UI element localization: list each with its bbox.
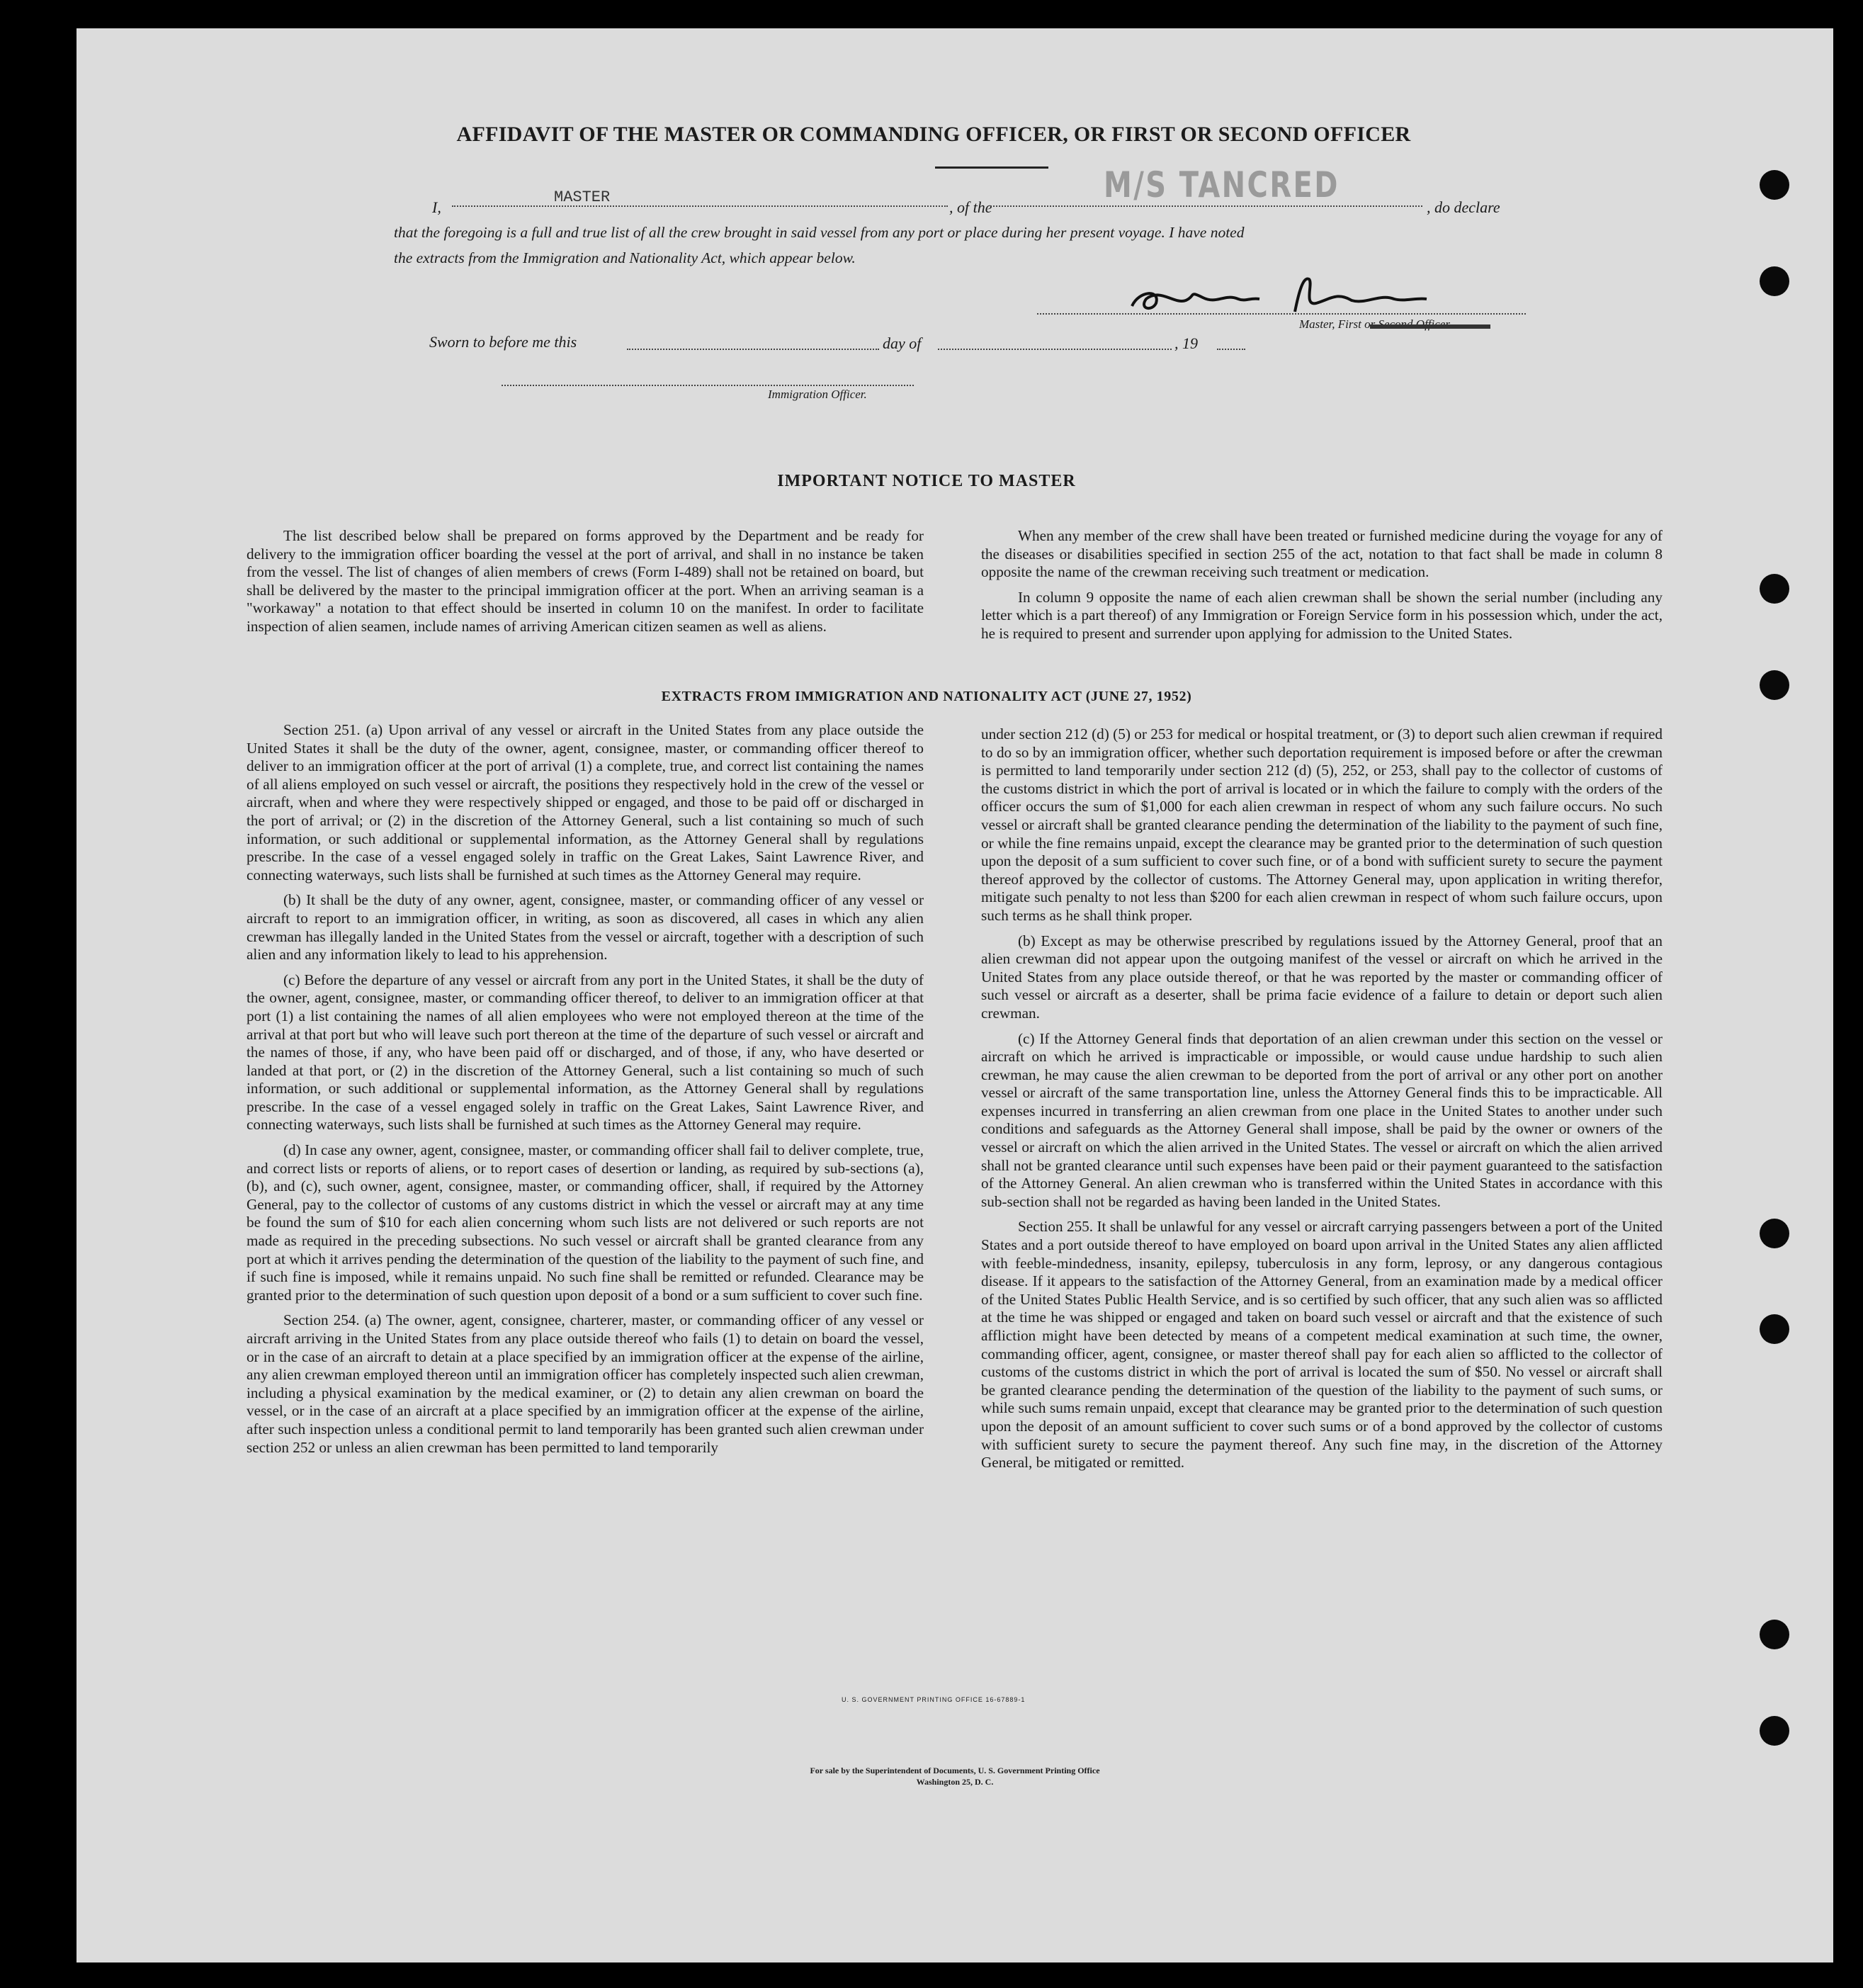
section-254c: (c) If the Attorney General finds that deportation of an alien crewman under this section on the vessel or aircraft on which he arrived is impracticable or impossible, or would cause undue hardship to such alien crewman, he may cause the alien crewman to be deported from the port of arrival or any other port on another vessel or aircraft of the same transportation line, unless the Attorney General finds this to be impracticable. All expenses incurred in transferring an alien crewman from one place in the United States to another under such conditions and safeguards as the Attorney General shall impose, shall be paid by the owner or owners of the vessel or aircraft on which the alien arrived in the United States. The vessel or aircraft on which the alien arrived shall not be granted clearance until such expenses have been paid or their payment guaranteed to the satisfaction of the Attorney General. An alien crewman who is transferred within the United States in accordance with this sub-section shall not be regarded as having been landed in the United States.: [981, 1029, 1663, 1210]
do-declare-label: , do declare: [1427, 198, 1500, 216]
binder-hole: [1760, 574, 1789, 604]
extracts-left-column: [247, 721, 924, 1464]
notice-left: [247, 527, 924, 643]
officer-blank: [502, 385, 914, 386]
declaration-i: I,: [432, 198, 441, 216]
section-254a-cont: under section 212 (d) (5) or 253 for medical or hospital treatment, or (3) to deport such alien crewman if required to do so by an immigration officer, whether such deportation requirement is imposed before or after the crewman is permitted to land temporarily under section 212 (d) (5), 252, or 253, shall pay to the collector of customs of the customs district in which the port of arrival is located or in which the failure to comply with the orders of the officer occurs the sum of $1,000 for each alien crewman in respect of whom any such failure occurs. No such vessel or aircraft shall be granted clearance pending the determination of the liability to the payment of such fine, or while the fine remains unpaid, except the clearance may be granted prior to the determination of such question upon the deposit of a sum sufficient to cover such fine, or of a bond with sufficient surety to secure the payment thereof approved by the collector of customs. The Attorney General may, upon application in writing therefor, mitigate such penalty to not less than $200 for each alien crewman in respect of whom such failure occurs, upon such terms as he shall think proper.: [981, 725, 1663, 924]
section-251a: Section 251. (a) Upon arrival of any vessel or aircraft in the United States from any place outside the United States it shall be the duty of the owner, agent, consignee, master, or commanding officer thereof to deliver to an immigration officer at the port of arrival (1) a complete, true, and correct list containing the names of all aliens employed on such vessel or aircraft, the positions they respectively hold in the crew of the vessel or aircraft, when and where they were respectively shipped or engaged, and those to be paid off or discharged in the port of arrival; or (2) in the discretion of the Attorney General, such a list containing so much of such information, or such additional or supplemental information, as the Attorney General shall by regulations prescribe. In the case of a vessel engaged solely in traffic on the Great Lakes, Saint Lawrence River, and connecting waterways, such lists shall be furnished at such times as the Attorney General may require.: [247, 721, 924, 883]
section-255: Section 255. It shall be unlawful for any vessel or aircraft carrying passengers between a port of the United States and a port outside thereof to have employed on board upon arrival in the United States any alien afflicted with feeble-mindedness, insanity, epilepsy, tuberculosis in any form, leprosy, or any dangerous contagious disease. If it appears to the satisfaction of the Attorney General, from an examination made by a medical officer of the United States Public Health Service, and is so certified by such officer, that any such alien was so afflicted at the time he was shipped or engaged and taken on board such vessel or aircraft and that the existence of such affliction might have been detected by means of a competent medical examination at such time, the owner, commanding officer, agent, consignee, or master thereof shall pay for each alien so afflicted to the collector of customs of the customs district in which the port of arrival is located the sum of $50. No vessel or aircraft shall be granted clearance pending the determination of the question of the liability to the payment of such sums, or while such sums remain unpaid, except that clearance may be granted prior to the determination of such question upon the deposit of an amount sufficient to cover such sums or of a bond approved by the collector of customs with sufficient surety to secure the payment thereof. Any such fine may, in the discretion of the Attorney General, be mitigated or remitted.: [981, 1218, 1663, 1472]
sale-line-2: Washington 25, D. C.: [916, 1777, 994, 1787]
section-251c: (c) Before the departure of any vessel or aircraft from any port in the United States, it shall be the duty of the owner, agent, consignee, master, or commanding officer thereof, to deliver to an immigration officer at that port (1) a list containing the names of all alien employees who were not employed thereon at the time of the arrival at that port but who will leave such port thereon at the time of the departure of such vessel or aircraft and the names of those, if any, who have been paid off or discharged, and of those, if any, who have deserted or landed at that port, or (2) in the discretion of the Attorney General, such a list containing so much of such information, or such additional or supplemental information, as the Attorney General shall by regulations prescribe. In the case of a vessel engaged solely in traffic on the Great Lakes, Saint Lawrence River, and connecting waterways, such lists shall be furnished at such times as the Attorney General may require.: [247, 971, 924, 1134]
day-of-label: day of: [883, 334, 922, 352]
binder-hole: [1760, 266, 1789, 296]
name-value: MASTER: [554, 188, 611, 206]
section-254b: (b) Except as may be otherwise prescribed by regulations issued by the Attorney General, proof that an alien crewman did not appear upon the outgoing manifest of the vessel or aircraft on which he arrived in the United States from any place outside thereof, or that he was reported by the master or commanding officer of such vessel or aircraft as a deserter, shall be prima facie evidence of a failure to detain or deport such alien crewman.: [981, 932, 1663, 1022]
declaration-line-1: that the foregoing is a full and true list of all the crew brought in said vessel from any port or place during her present voyage. I have noted: [394, 224, 1245, 241]
vessel-stamp: M/S TANCRED: [1104, 164, 1340, 205]
notice-right-paragraph-1: When any member of the crew shall have been treated or furnished medicine during the voyage for any of the diseases or disabilities specified in section 255 of the act, notation to that fact shall be made in column 8 opposite the name of the crewman receiving such treatment or medication.: [981, 527, 1663, 581]
extracts-right-column: [981, 725, 1663, 1479]
document-page: [77, 28, 1833, 1962]
notice-title: IMPORTANT NOTICE TO MASTER: [777, 472, 1076, 490]
declaration-line-2: the extracts from the Immigration and Nationality Act, which appear below.: [394, 249, 856, 266]
sale-line-1: For sale by the Superintendent of Documents, U. S. Government Printing Office: [810, 1766, 1100, 1775]
binder-hole: [1760, 1219, 1789, 1248]
section-251d: (d) In case any owner, agent, consignee, master, or commanding officer shall fail to deliver complete, true, and correct lists or reports of aliens, or to report cases of desertion or landing, as required by sub-sections (a), (b), and (c), such owner, agent, consignee, master, or commanding officer, shall, if required by the Attorney General, pay to the collector of customs of any customs district in which the vessel or aircraft may at any time be found the sum of $10 for each alien concerning whom such lists are not delivered or such reports are not made as required in the preceding subsections. No such vessel or aircraft shall be granted clearance from any port at which it arrives pending the determination of the question of the liability to the payment of such fine, and if such fine is imposed, while it remains unpaid. No such fine shall be remitted or refunded. Clearance may be granted prior to the determination of such question upon deposit of a bond or a sum sufficient to cover such fine.: [247, 1141, 924, 1304]
vessel-blank: [990, 205, 1422, 207]
day-blank: [938, 349, 1172, 350]
affidavit-title: AFFIDAVIT OF THE MASTER OR COMMANDING OFFICER, OR FIRST OR SECOND OFFICER: [456, 123, 1411, 146]
section-251b: (b) It shall be the duty of any owner, agent, consignee, master, or commanding officer of any vessel or aircraft to report to an immigration officer, in writing, as soon as discovered, all cases in which any alien crewman has illegally landed in the United States from the vessel or aircraft, together with a description of such alien and any information likely to lead to his apprehension.: [247, 891, 924, 964]
section-254a: Section 254. (a) The owner, agent, consignee, charterer, master, or commanding officer of any vessel or aircraft arriving in the United States from any place outside thereof who fails (1) to detain on board the vessel, or in the case of an aircraft to detain at a place specified by an immigration officer at the expense of the airline, any alien crewman employed thereon until an immigration officer has completely inspected such alien crewman, including a physical examination by the medical examiner, or (2) to detain any alien crewman on board the vessel, or in the case of an aircraft at a place specified by an immigration officer at the expense of the airline, after such inspection unless a conditional permit to land temporarily has been granted such alien crewman under section 252 or unless an alien crewman has been permitted to land temporarily: [247, 1311, 924, 1456]
extracts-title: EXTRACTS FROM IMMIGRATION AND NATIONALITY ACT (JUNE 27, 1952): [661, 689, 1192, 704]
signature-caption: Master, First or Second Officer.: [1299, 317, 1452, 331]
name-blank: [452, 205, 948, 207]
notice-right: [981, 527, 1663, 650]
notice-right-paragraph-2: In column 9 opposite the name of each alien crewman shall be shown the serial number (including any letter which is a part thereof) of any Immigration or Foreign Service form in his possession which, under the act, he is required to present and surrender upon applying for admission to the United States.: [981, 588, 1663, 642]
of-the-label: , of the: [949, 198, 992, 216]
title-rule: [935, 166, 1048, 169]
master-signature: [1118, 262, 1429, 319]
sworn-label: Sworn to before me this: [429, 333, 577, 351]
binder-hole: [1760, 1314, 1789, 1344]
printing-office-line: U. S. GOVERNMENT PRINTING OFFICE 16-67889-1: [842, 1696, 1026, 1703]
year-label: , 19: [1174, 334, 1198, 352]
year-blank: [1217, 349, 1245, 350]
notice-left-paragraph: The list described below shall be prepared on forms approved by the Department and be ready for delivery to the immigration officer boarding the vessel at the port of arrival, and shall in no instance be taken from the vessel. The list of changes of alien members of crews (Form I-489) shall not be retained on board, but shall be delivered by the master to the principal immigration officer at the port. When an arriving seaman is a "workaway" a notation to that effect should be inserted in column 10 on the manifest. In order to facilitate inspection of alien seamen, include names of arriving American citizen seamen as well as aliens.: [247, 527, 924, 635]
sworn-blank: [627, 349, 879, 350]
caption-strike: [1370, 324, 1490, 329]
binder-hole: [1760, 1716, 1789, 1746]
binder-hole: [1760, 170, 1789, 200]
officer-caption: Immigration Officer.: [768, 388, 867, 401]
binder-hole: [1760, 1620, 1789, 1649]
